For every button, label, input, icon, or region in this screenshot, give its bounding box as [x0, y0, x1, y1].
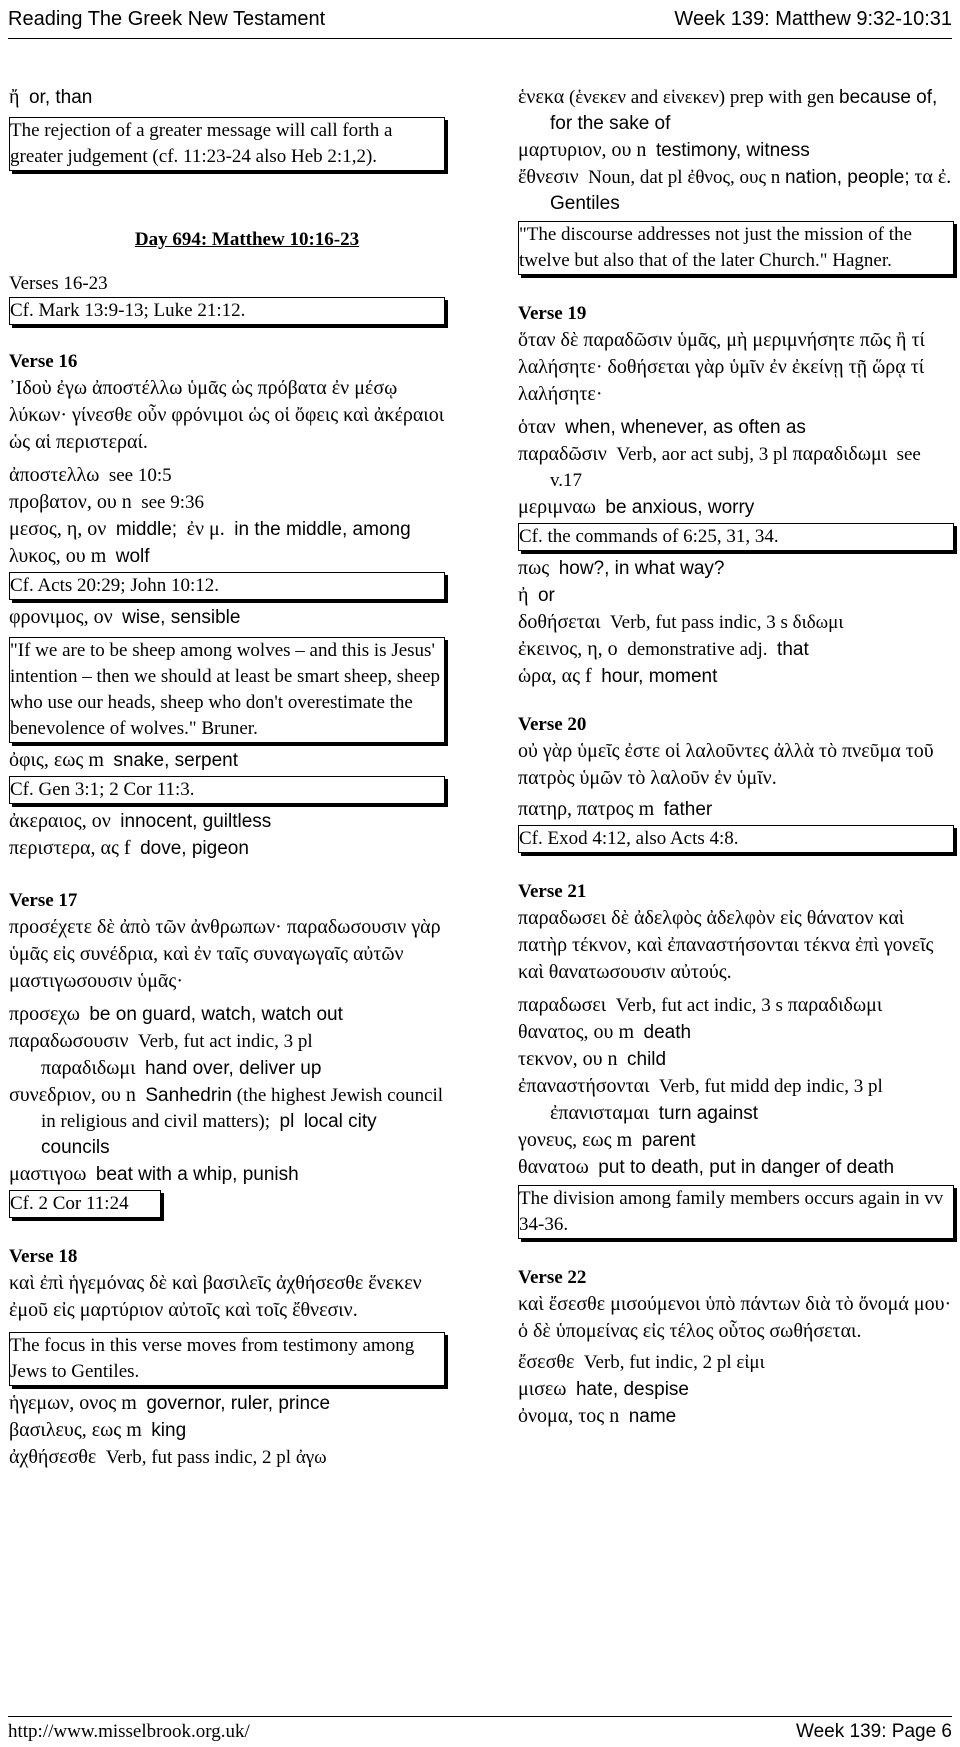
vocab-entry: ἑνεκα (ἑνεκεν and εἱνεκεν) prep with gen because of, for the sake of [518, 86, 938, 134]
left-column [9, 84, 445, 1471]
vocab-entry: ἡγεμων, ονος m governor, ruler, prince [9, 1392, 331, 1414]
note-box: Cf. Mark 13:9-13; Luke 21:12. [9, 297, 445, 325]
verse-heading: Verse 21 [518, 881, 587, 902]
note-box: "If we are to be sheep among wolves – and this is Jesus' intention – then we should at least be smart sheep, sheep who use our heads, sheep who don't overestimate the benevolence of wolves." Bruner. [9, 637, 445, 743]
note-box: Cf. Exod 4:12, also Acts 4:8. [518, 825, 954, 853]
vocab-entry: μαρτυριον, ου n testimony, witness [518, 139, 810, 161]
vocab-entry: φρονιμος, ον wise, sensible [9, 606, 241, 628]
vocab-entry: μεριμναω be anxious, worry [518, 496, 755, 518]
page-footer [8, 1716, 952, 1747]
day-heading: Day 694: Matthew 10:16-23 [134, 229, 360, 250]
vocab-entry: γονευς, εως m parent [518, 1129, 696, 1151]
vocab-entry: προβατον, ου n see 9:36 [9, 491, 205, 513]
footer-url[interactable]: http://www.misselbrook.org.uk/ [8, 1721, 250, 1742]
note-box: Cf. Acts 20:29; John 10:12. [9, 572, 445, 600]
greek-text: καὶ ἐπὶ ἡγεμόνας δὲ καὶ βασιλεῖς ἀχθήσεσθε ἕνεκεν ἐμοῦ εἰς μαρτύριον αὐτοῖς καὶ τοῖς ἔθνεσιν. [9, 1272, 422, 1321]
page-header [8, 0, 952, 39]
vocab-entry: πατηρ, πατρος m father [518, 798, 713, 820]
vocab-entry: λυκος, ου m wolf [9, 545, 150, 567]
greek-text: ὅταν δὲ παραδῶσιν ὑμᾶς, μὴ μεριμνήσητε πῶς ἢ τί λαλήσητε· δοθήσεται γὰρ ὑμῖν ἐν ἐκείνῃ τῇ ὥρᾳ τί λαλήσητε· [518, 329, 925, 405]
note-box: The focus in this verse moves from testimony among Jews to Gentiles. [9, 1332, 445, 1386]
header-title: Reading The Greek New Testament [8, 8, 326, 30]
vocab-entry: ἀκεραιος, ον innocent, guiltless [9, 810, 272, 832]
note-box: Cf. the commands of 6:25, 31, 34. [518, 523, 954, 551]
note-box: "The discourse addresses not just the mission of the twelve but also that of the later Church." Hagner. [518, 221, 954, 275]
vocab-entry: ἀποστελλω see 10:5 [9, 464, 172, 486]
vocab-entry: συνεδριον, ου n Sanhedrin (the highest Jewish council in religious and civil matters); pl local city councils [9, 1084, 444, 1158]
vocab-entry: θανατοω put to death, put in danger of death [518, 1156, 895, 1178]
verses-range: Verses 16-23 [9, 273, 108, 294]
note-box: Cf. 2 Cor 11:24 [9, 1190, 161, 1218]
vocab-entry: ἔσεσθε Verb, fut indic, 2 pl εἰμι [518, 1351, 765, 1373]
vocab-entry: ὁταν when, whenever, as often as [518, 416, 806, 438]
greek-text: οὐ γὰρ ὑμεῖς ἐστε οἱ λαλοῦντες ἀλλὰ τὸ πνεῦμα τοῦ πατρὸς ὑμῶν τὸ λαλοῦν ἐν ὑμῖν. [518, 740, 934, 789]
note-box: The division among family members occurs again in vv 34-36. [518, 1185, 954, 1239]
verse-heading: Verse 16 [9, 351, 78, 372]
vocab-entry: ὡρα, ας f hour, moment [518, 665, 718, 687]
vocab-entry: παραδωσει Verb, fut act indic, 3 s παραδιδωμι [518, 994, 883, 1016]
vocab-entry: μισεω hate, despise [518, 1378, 689, 1400]
vocab-entry: μαστιγοω beat with a whip, punish [9, 1163, 299, 1185]
verse-heading: Verse 19 [518, 303, 587, 324]
vocab-entry: ἤ or, than [9, 86, 93, 108]
vocab-entry: παραδῶσιν Verb, aor act subj, 3 pl παραδιδωμι see v.17 [518, 443, 921, 491]
vocab-entry: περιστερα, ας f dove, pigeon [9, 837, 249, 859]
vocab-entry: μεσος, η, ον middle; ἐν μ. in the middle, among [9, 518, 411, 540]
vocab-entry: ὀφις, εως m snake, serpent [9, 749, 239, 771]
vocab-entry: ἔθνεσιν Noun, dat pl ἐθνος, ους n nation, people; τα ἐ. Gentiles [518, 166, 952, 214]
verse-heading: Verse 17 [9, 890, 78, 911]
footer-page: Week 139: Page 6 [796, 1721, 952, 1742]
verse-heading: Verse 18 [9, 1246, 78, 1267]
greek-text: ᾿Ιδοὺ ἐγω ἀποστέλλω ὑμᾶς ὡς πρόβατα ἐν μέσῳ λύκων· γίνεσθε οὖν φρόνιμοι ὡς οἱ ὄφεις καὶ ἀκέραιοι ὡς αἱ περιστεραί. [9, 377, 445, 453]
vocab-entry: ἐκεινος, η, ο demonstrative adj. that [518, 638, 809, 660]
vocab-entry: προσεχω be on guard, watch, watch out [9, 1003, 343, 1025]
vocab-entry: δοθήσεται Verb, fut pass indic, 3 s διδωμι [518, 611, 844, 633]
vocab-entry: τεκνον, ου n child [518, 1048, 667, 1070]
vocab-entry: βασιλευς, εως m king [9, 1419, 187, 1441]
greek-text: καὶ ἔσεσθε μισούμενοι ὑπὸ πάντων διὰ τὸ ὄνομά μου· ὁ δὲ ὑπομείνας εἰς τέλος οὗτος σωθήσεται. [518, 1293, 952, 1342]
vocab-entry: ἀχθήσεσθε Verb, fut pass indic, 2 pl ἀγω [9, 1446, 327, 1468]
vocab-entry: ἐπαναστήσονται Verb, fut midd dep indic, 3 pl ἐπανισταμαι turn against [518, 1075, 883, 1124]
vocab-entry: ὀνομα, τος n name [518, 1405, 677, 1427]
verse-heading: Verse 22 [518, 1267, 587, 1288]
right-column [518, 84, 954, 1430]
greek-text: παραδωσει δὲ ἀδελφὸς ἀδελφὸν εἰς θάνατον καὶ πατὴρ τέκνον, καὶ ἐπαναστήσονται τέκνα ἐπὶ γονεῖς καὶ θανατωσουσιν αὐτούς. [518, 907, 934, 983]
greek-text: προσέχετε δὲ ἀπὸ τῶν ἀνθρωπων· παραδωσουσιν γὰρ ὑμᾶς εἰς συνέδρια, καὶ ἐν ταῖς συναγωγαῖς αὐτῶν μαστιγωσουσιν ὑμᾶς· [9, 916, 441, 992]
vocab-entry: πως how?, in what way? [518, 557, 725, 579]
header-week: Week 139: Matthew 9:32-10:31 [674, 8, 952, 30]
vocab-entry: παραδωσουσιν Verb, fut act indic, 3 pl παραδιδωμι hand over, deliver up [9, 1030, 322, 1079]
note-box: Cf. Gen 3:1; 2 Cor 11:3. [9, 776, 445, 804]
verse-heading: Verse 20 [518, 714, 587, 735]
vocab-entry: ἠ or [518, 584, 555, 606]
note-box: The rejection of a greater message will call forth a greater judgement (cf. 11:23-24 also Heb 2:1,2). [9, 117, 445, 171]
vocab-entry: θανατος, ου m death [518, 1021, 692, 1043]
